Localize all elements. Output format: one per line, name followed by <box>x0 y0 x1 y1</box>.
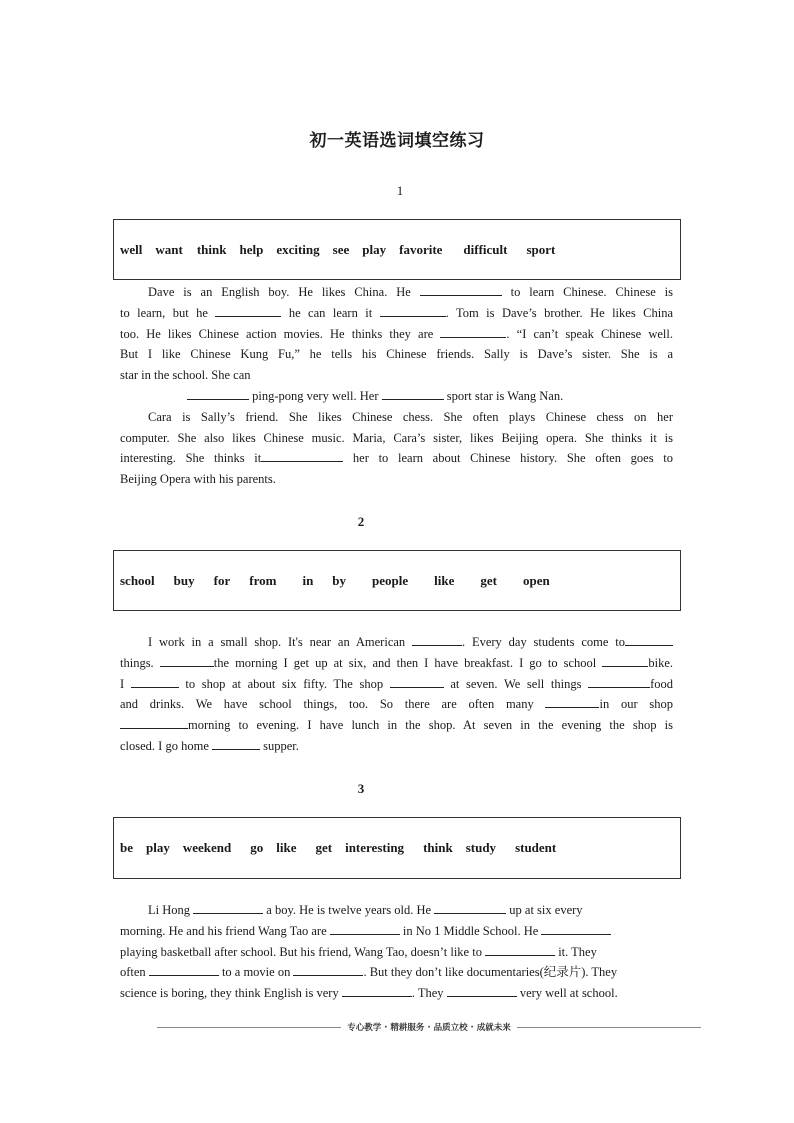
passage-line: interesting. She thinks it her to learn about Chinese history. She often goes to <box>120 451 673 466</box>
answer-blank[interactable] <box>120 718 188 729</box>
word: like <box>434 572 455 588</box>
passage-line: morning to evening. I have lunch in the shop. At seven in the evening the shop is <box>120 715 673 736</box>
answer-blank[interactable] <box>215 306 281 317</box>
passage-line: things. the morning I get up at six, and then I have breakfast. I go to school bike. <box>120 655 673 670</box>
passage-3 <box>120 900 673 1004</box>
answer-blank[interactable] <box>390 677 444 688</box>
passage-line: too. He likes Chinese action movies. He thinks they are . “I can’t speak Chinese well. <box>120 326 673 341</box>
word: student <box>515 840 557 855</box>
word-box-1 <box>113 219 681 280</box>
passage-line: But I like Chinese Kung Fu,” he tells his Chinese friends. Sally is Dave’s sister. She is a <box>120 347 673 362</box>
word: favorite <box>399 241 443 257</box>
word: think <box>423 840 453 855</box>
word: play <box>362 241 387 257</box>
passage-line: closed. I go home supper. <box>120 738 299 753</box>
passage-line: Dave is an English boy. He likes China. He to learn Chinese. Chinese is <box>148 285 673 299</box>
word: in <box>302 572 314 588</box>
word: buy <box>173 572 195 588</box>
passage-line: Cara is Sally’s friend. She likes Chinese chess. She often plays Chinese chess on her <box>148 409 673 424</box>
answer-blank[interactable] <box>261 451 343 462</box>
word: sport <box>526 241 556 257</box>
section-number-2: 2 <box>357 514 365 529</box>
word: from <box>249 572 277 588</box>
word: think <box>196 241 227 257</box>
word: study <box>465 840 497 855</box>
word: well <box>120 241 143 257</box>
answer-blank[interactable] <box>602 656 648 667</box>
passage-line: science is boring, they think English is very . They very well at school. <box>120 986 618 1001</box>
word-box-2 <box>113 550 681 611</box>
word: help <box>239 241 264 257</box>
passage-line: ping-pong very well. Her sport star is Wang Nan. <box>120 386 673 407</box>
page-footer <box>157 1019 701 1035</box>
answer-blank[interactable] <box>625 635 673 646</box>
answer-blank[interactable] <box>149 965 219 976</box>
passage-line: Beijing Opera with his parents. <box>120 472 276 487</box>
answer-blank[interactable] <box>212 739 260 750</box>
word: be <box>120 840 133 855</box>
answer-blank[interactable] <box>434 903 506 914</box>
word-list-1 <box>120 220 555 279</box>
answer-blank[interactable] <box>447 986 517 997</box>
word-box-3 <box>113 817 681 879</box>
answer-blank[interactable] <box>485 945 555 956</box>
answer-blank[interactable] <box>412 635 462 646</box>
answer-blank[interactable] <box>330 924 400 935</box>
word: want <box>155 241 183 257</box>
passage-line: star in the school. She can <box>120 368 251 383</box>
word: interesting <box>345 840 405 855</box>
word: exciting <box>276 241 320 257</box>
passage-2 <box>120 632 673 757</box>
word: difficult <box>463 241 508 257</box>
answer-blank[interactable] <box>187 389 249 400</box>
footer-rule-left <box>157 1027 341 1028</box>
answer-blank[interactable] <box>131 677 179 688</box>
answer-blank[interactable] <box>382 389 444 400</box>
answer-blank[interactable] <box>380 306 446 317</box>
answer-blank[interactable] <box>541 924 611 935</box>
answer-blank[interactable] <box>545 697 599 708</box>
word: weekend <box>182 840 232 855</box>
word: school <box>120 572 155 588</box>
answer-blank[interactable] <box>440 327 506 338</box>
passage-line: often to a movie on . But they don’t like documentaries(纪录片). They <box>120 965 618 980</box>
passage-line: I work in a small shop. It's near an American . Every day students come to <box>120 632 673 653</box>
word: go <box>250 840 264 855</box>
word-list-3 <box>120 818 556 878</box>
word: like <box>276 840 297 855</box>
answer-blank[interactable] <box>420 285 502 296</box>
word: get <box>480 572 497 588</box>
passage-line: and drinks. We have school things, too. So there are often many in our shop <box>120 697 673 712</box>
word: open <box>523 572 550 588</box>
passage-1 <box>120 282 673 490</box>
answer-blank[interactable] <box>293 965 363 976</box>
worksheet-title: 初一英语选词填空练习 <box>309 131 485 151</box>
answer-blank[interactable] <box>160 656 214 667</box>
word: for <box>213 572 231 588</box>
word: people <box>372 572 409 588</box>
passage-line: morning. He and his friend Wang Tao are in No 1 Middle School. He <box>120 921 673 942</box>
passage-line: Li Hong a boy. He is twelve years old. He up at six every <box>148 903 583 917</box>
answer-blank[interactable] <box>342 986 412 997</box>
word: play <box>146 840 170 855</box>
passage-line: computer. She also likes Chinese music. Maria, Cara’s sister, likes Beijing opera. She thinks it is <box>120 430 673 445</box>
word-list-2 <box>120 551 550 610</box>
section-number-3: 3 <box>357 781 365 796</box>
footer-slogan: 专心教学 · 精耕服务 · 品质立校 · 成就未来 <box>347 1023 511 1033</box>
footer-rule-right <box>517 1027 701 1028</box>
section-number-1: 1 <box>396 183 404 198</box>
passage-line: to learn, but he he can learn it . Tom is Dave’s brother. He likes China <box>120 305 673 320</box>
word: get <box>315 840 333 855</box>
word: see <box>332 241 350 257</box>
word: by <box>332 572 347 588</box>
passage-line: playing basketball after school. But his friend, Wang Tao, doesn’t like to it. They <box>120 944 597 959</box>
passage-line: I to shop at about six fifty. The shop at seven. We sell things food <box>120 676 673 691</box>
answer-blank[interactable] <box>193 903 263 914</box>
answer-blank[interactable] <box>588 677 650 688</box>
